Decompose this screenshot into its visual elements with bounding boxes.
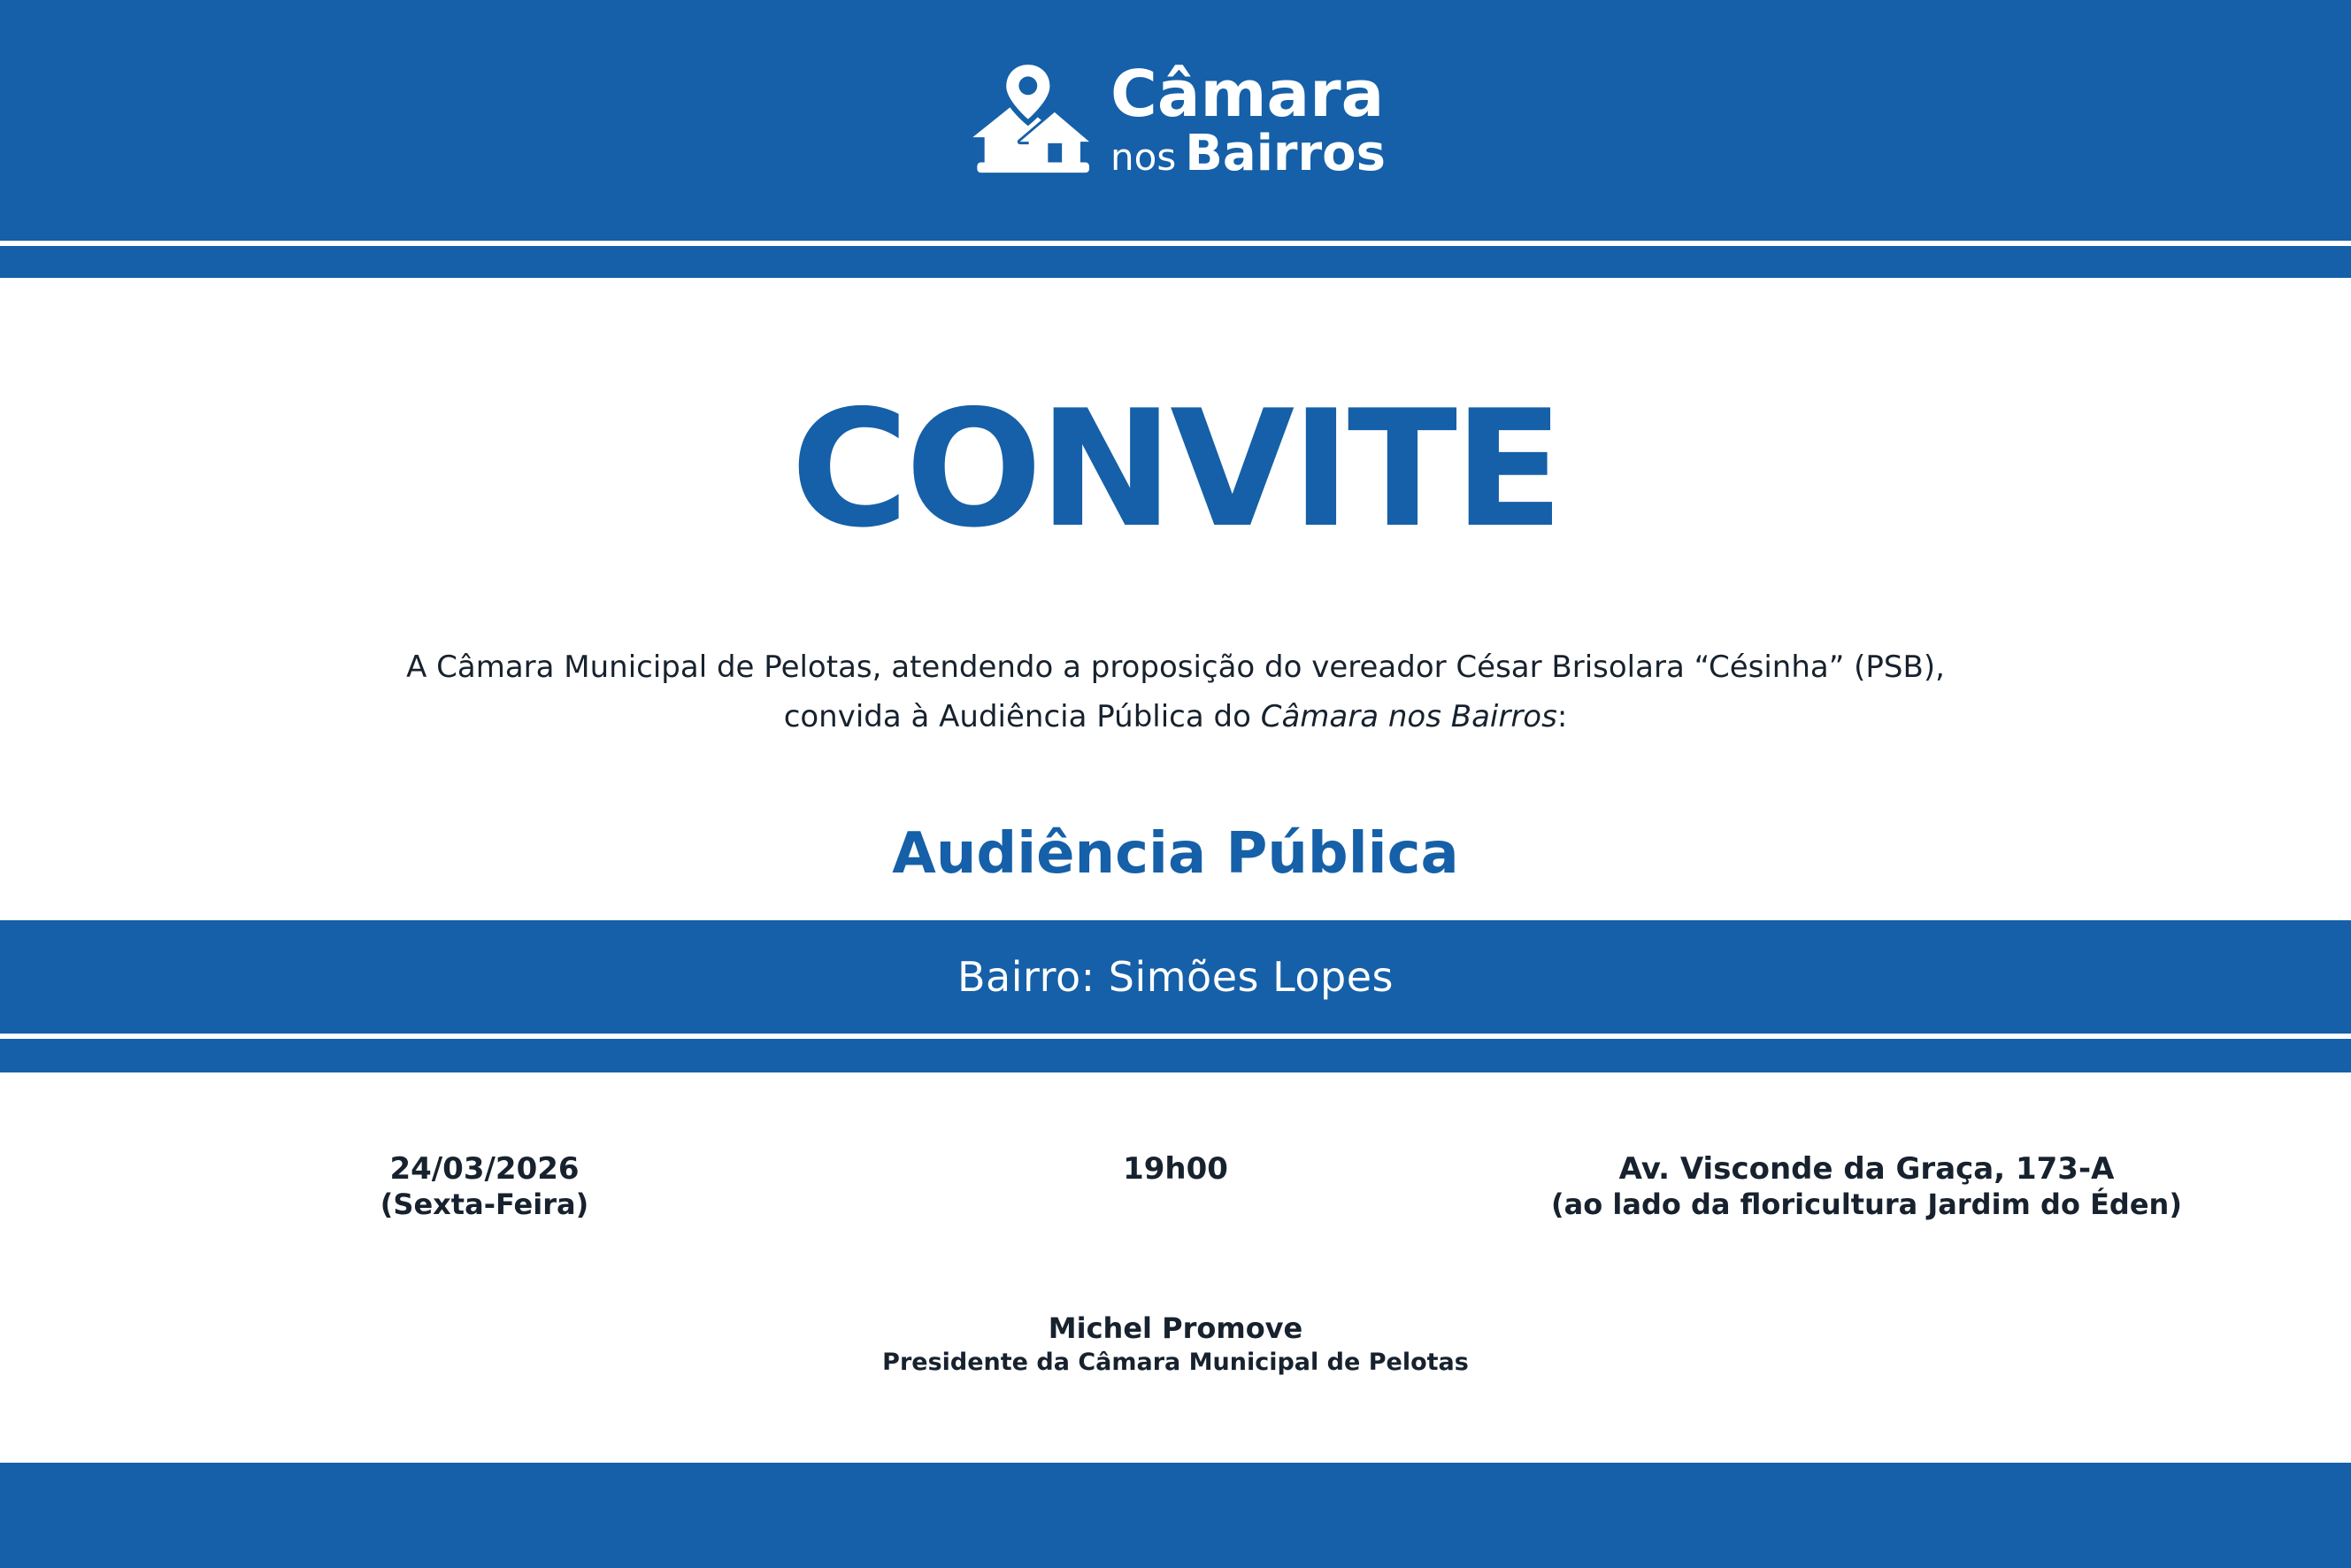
bairro-band bbox=[0, 920, 2351, 1034]
logo-bairros: Bairros bbox=[1185, 124, 1386, 182]
event-title: Audiência Pública bbox=[892, 821, 1459, 887]
event-address-note: (ao lado da floricultura Jardim do Éden) bbox=[1551, 1188, 2182, 1221]
logo-camara-text: Câmara bbox=[1110, 57, 1385, 132]
header-accent-strip bbox=[0, 246, 2351, 278]
bairro-label: Bairro: Simões Lopes bbox=[957, 953, 1394, 1001]
event-date: 24/03/2026 bbox=[389, 1151, 580, 1187]
event-time: 19h00 bbox=[1123, 1151, 1228, 1187]
footer-band bbox=[0, 1463, 2351, 1568]
logo-nos-bairros-text bbox=[1110, 124, 1386, 182]
logo-wordmark bbox=[1110, 57, 1386, 182]
signature-role: Presidente da Câmara Municipal de Pelotas bbox=[882, 1349, 1469, 1376]
detail-date bbox=[139, 1150, 830, 1221]
signature-block bbox=[0, 1310, 2351, 1379]
houses-location-pin-icon bbox=[965, 50, 1098, 190]
page-title: CONVITE bbox=[790, 375, 1561, 563]
detail-address bbox=[1521, 1150, 2212, 1221]
signature-name: Michel Promove bbox=[1048, 1311, 1303, 1345]
event-date-note: (Sexta-Feira) bbox=[380, 1188, 589, 1221]
program-name-italic: Câmara nos Bairros bbox=[1260, 699, 1557, 734]
event-details bbox=[139, 1150, 2212, 1221]
intro-line2: convida à Audiência Pública do Câmara nos Bairros: bbox=[783, 699, 1568, 734]
intro-paragraph bbox=[0, 642, 2351, 742]
event-address: Av. Visconde da Graça, 173-A bbox=[1618, 1151, 2115, 1187]
header-band bbox=[0, 0, 2351, 241]
logo-nos: nos bbox=[1110, 135, 1177, 179]
detail-time bbox=[830, 1150, 1521, 1221]
bairro-accent-strip bbox=[0, 1039, 2351, 1072]
intro-line1: A Câmara Municipal de Pelotas, atendendo a proposição do vereador César Brisolara “Césinha” (PSB), bbox=[406, 649, 1945, 685]
camara-nos-bairros-logo bbox=[965, 50, 1386, 190]
